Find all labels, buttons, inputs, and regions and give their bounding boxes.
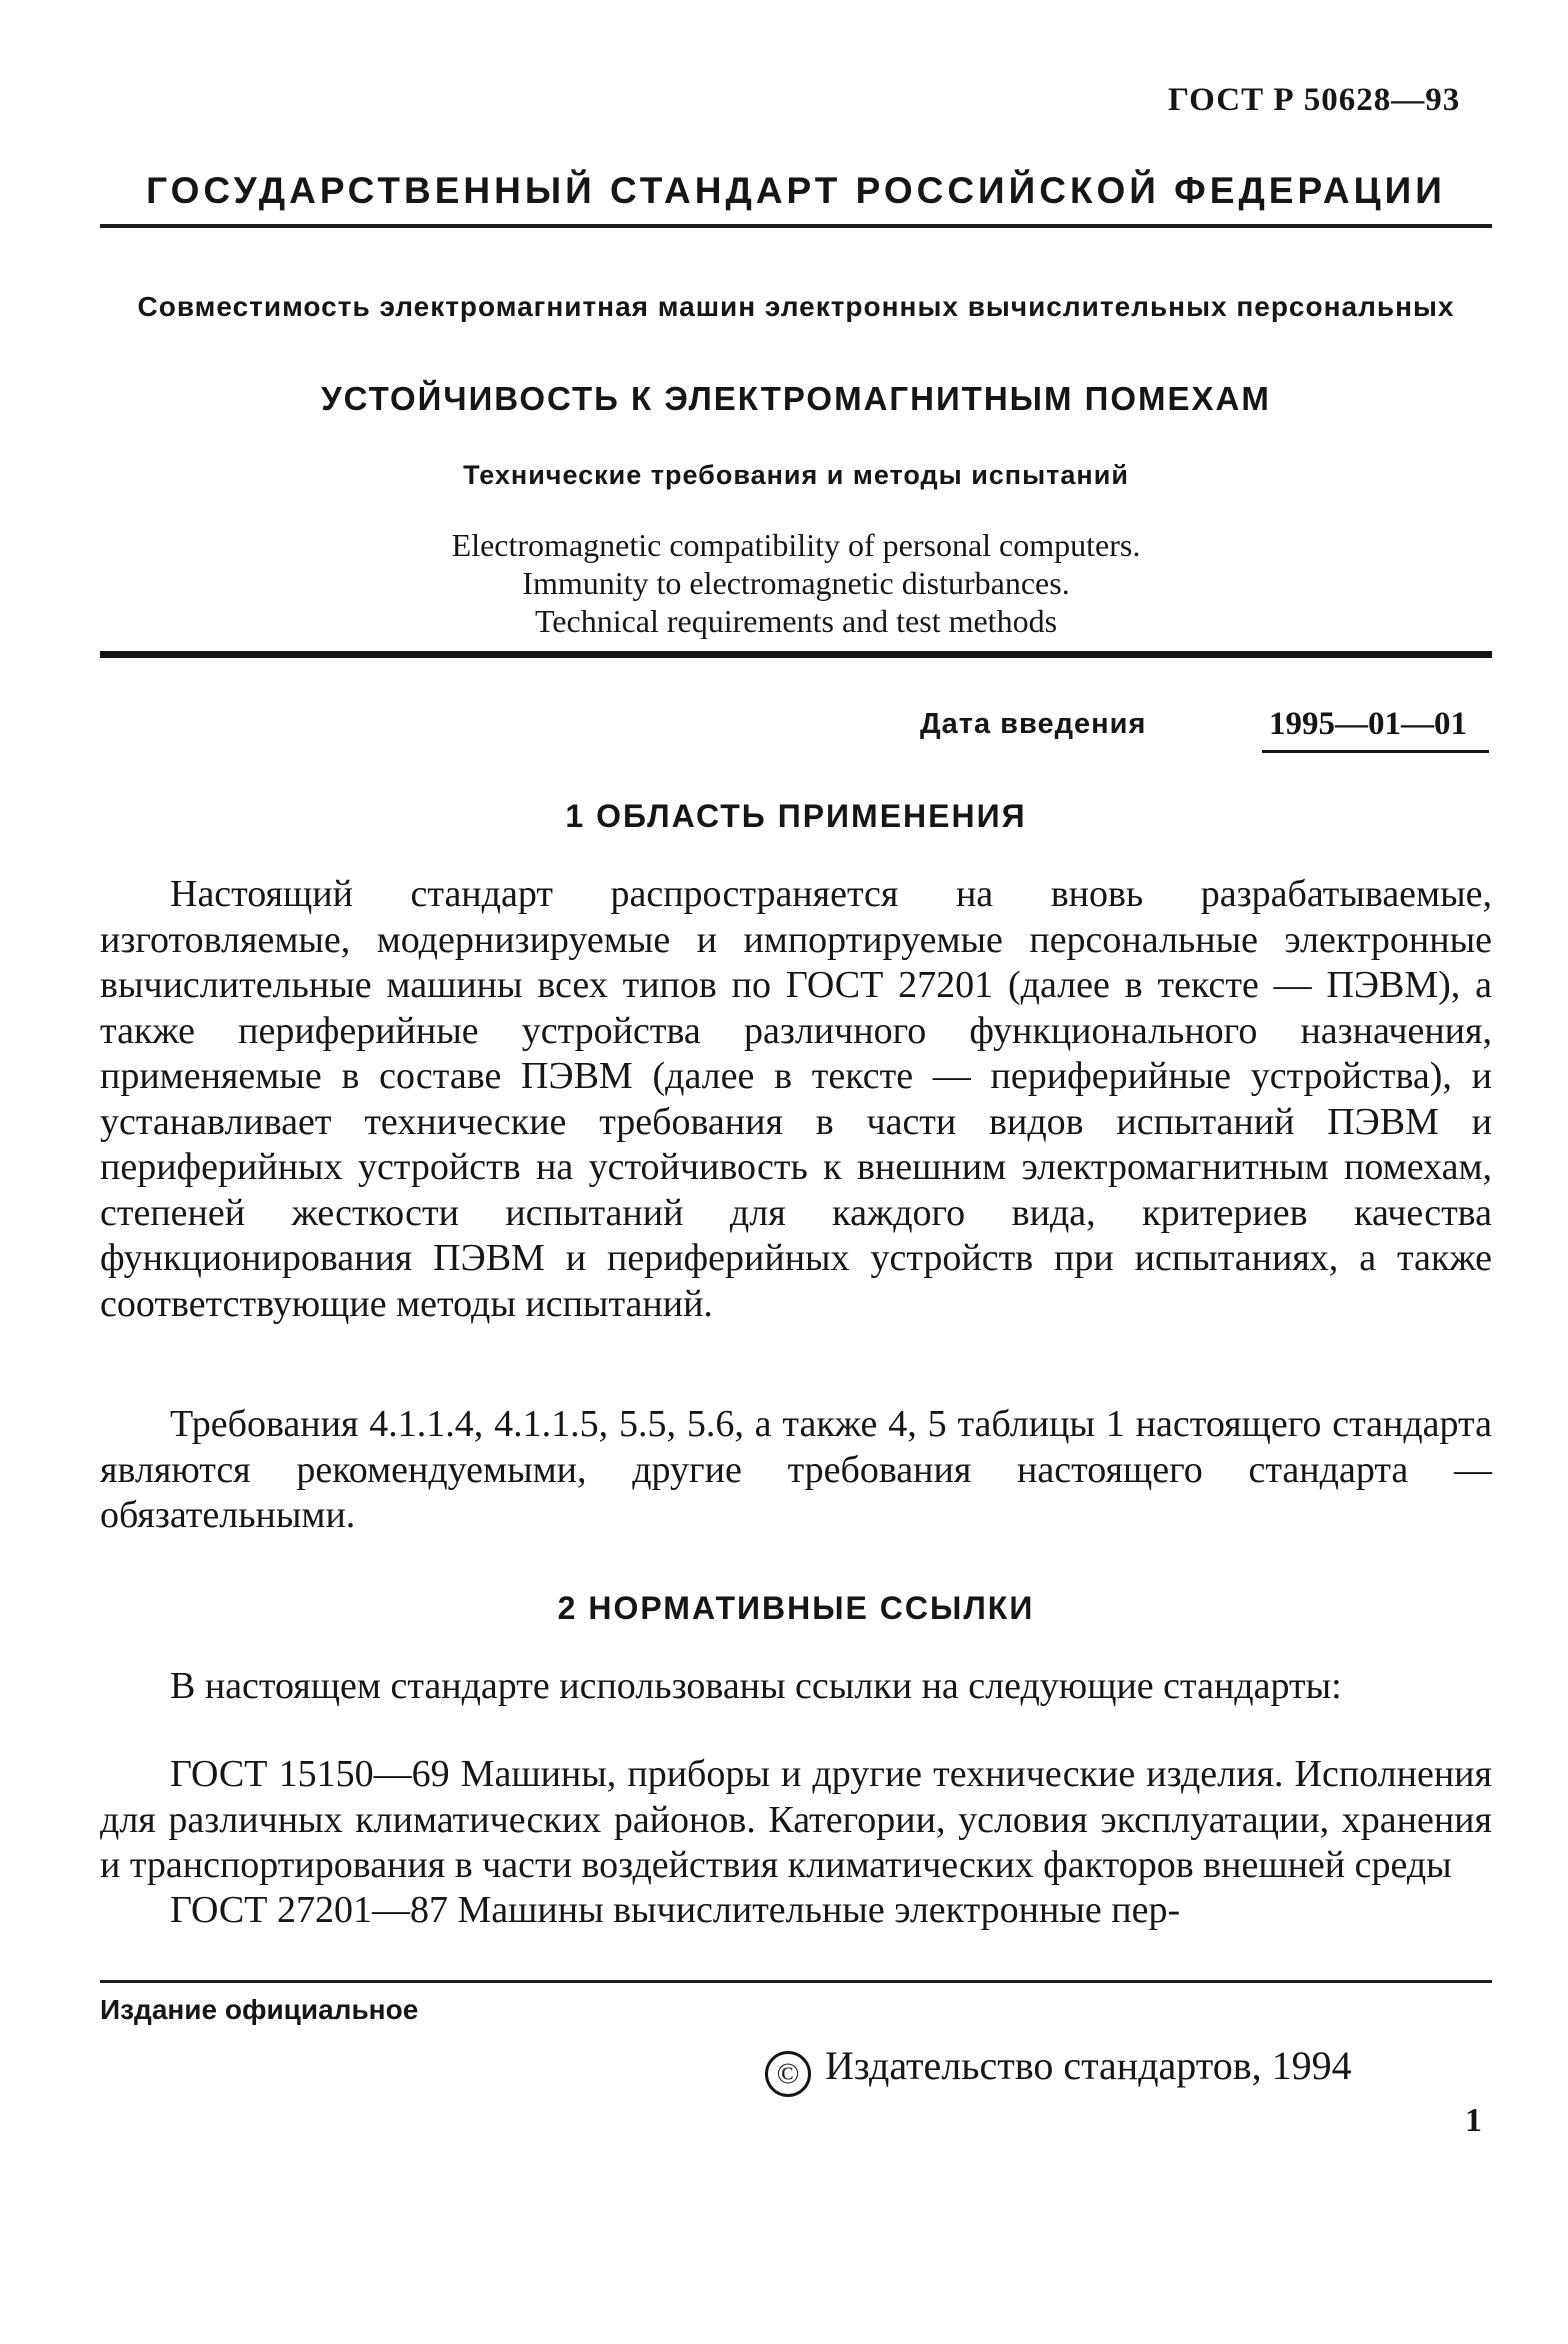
english-title	[100, 526, 1492, 640]
section-heading-references: 2 НОРМАТИВНЫЕ ССЫЛКИ	[557, 1590, 1035, 1626]
copyright-icon: ©	[765, 2051, 811, 2097]
publisher-line	[765, 2042, 1352, 2097]
intro-date-value: 1995—01—01	[1269, 706, 1467, 742]
requirements-paragraph: Требования 4.1.1.4, 4.1.1.5, 5.5, 5.6, а также 4, 5 таблицы 1 настоящего стандарта являются рекомендуемыми, другие требования настоящего стандарта — обязательными.	[100, 1403, 1492, 1536]
top-divider	[100, 224, 1492, 228]
document-code: ГОСТ Р 50628—93	[1168, 82, 1461, 118]
footer-divider	[100, 1980, 1492, 1983]
intro-date-label: Дата введения	[920, 708, 1147, 740]
title-divider	[100, 651, 1492, 658]
scope-paragraph: Настоящий стандарт распространяется на вновь разрабатываемые, изготовляемые, модернизируемые и импортируемые персональные электронные вычислительные машины всех типов по ГОСТ 27201 (далее в тексте — ПЭВМ), а также периферийные устройства различного функционального назначения, применяемые в составе ПЭВМ (далее в тексте — периферийные устройства), и устанавливает технические требования в части видов испытаний ПЭВМ и периферийных устройств на устойчивость к внешним электромагнитным помехам, степеней жесткости испытаний для каждого вида, критериев качества функционирования ПЭВМ и периферийных устройств при испытаниях, а также соответствующие методы испытаний.	[100, 873, 1492, 1325]
official-edition-label: Издание официальное	[100, 1994, 419, 2025]
standard-main-title: УСТОЙЧИВОСТЬ К ЭЛЕКТРОМАГНИТНЫМ ПОМЕХАМ	[321, 380, 1271, 417]
english-title-line: Immunity to electromagnetic disturbances.	[522, 565, 1070, 601]
state-standard-title: ГОСУДАРСТВЕННЫЙ СТАНДАРТ РОССИЙСКОЙ ФЕДЕРАЦИИ	[146, 170, 1446, 211]
section-heading-scope: 1 ОБЛАСТЬ ПРИМЕНЕНИЯ	[565, 798, 1027, 834]
standard-subject: Совместимость электромагнитная машин электронных вычислительных персональных	[137, 291, 1455, 322]
references-intro-paragraph: В настоящем стандарте использованы ссылки на следующие стандарты:	[170, 1665, 1342, 1707]
publisher-text: Издательство стандартов, 1994	[825, 2043, 1352, 2088]
page-number: 1	[1465, 2102, 1482, 2139]
reference-gost-27201: ГОСТ 27201—87 Машины вычислительные электронные пер-	[170, 1889, 1181, 1931]
english-title-line: Technical requirements and test methods	[534, 603, 1058, 639]
english-title-line: Electromagnetic compatibility of personal computers.	[451, 527, 1141, 563]
reference-gost-15150: ГОСТ 15150—69 Машины, приборы и другие технические изделия. Исполнения для различных климатических районов. Категории, условия эксплуатации, хранения и транспортирования в части воздействия климатических факторов внешней среды	[100, 1753, 1492, 1886]
standard-subtitle: Технические требования и методы испытаний	[463, 460, 1129, 490]
date-underline	[1262, 750, 1489, 753]
